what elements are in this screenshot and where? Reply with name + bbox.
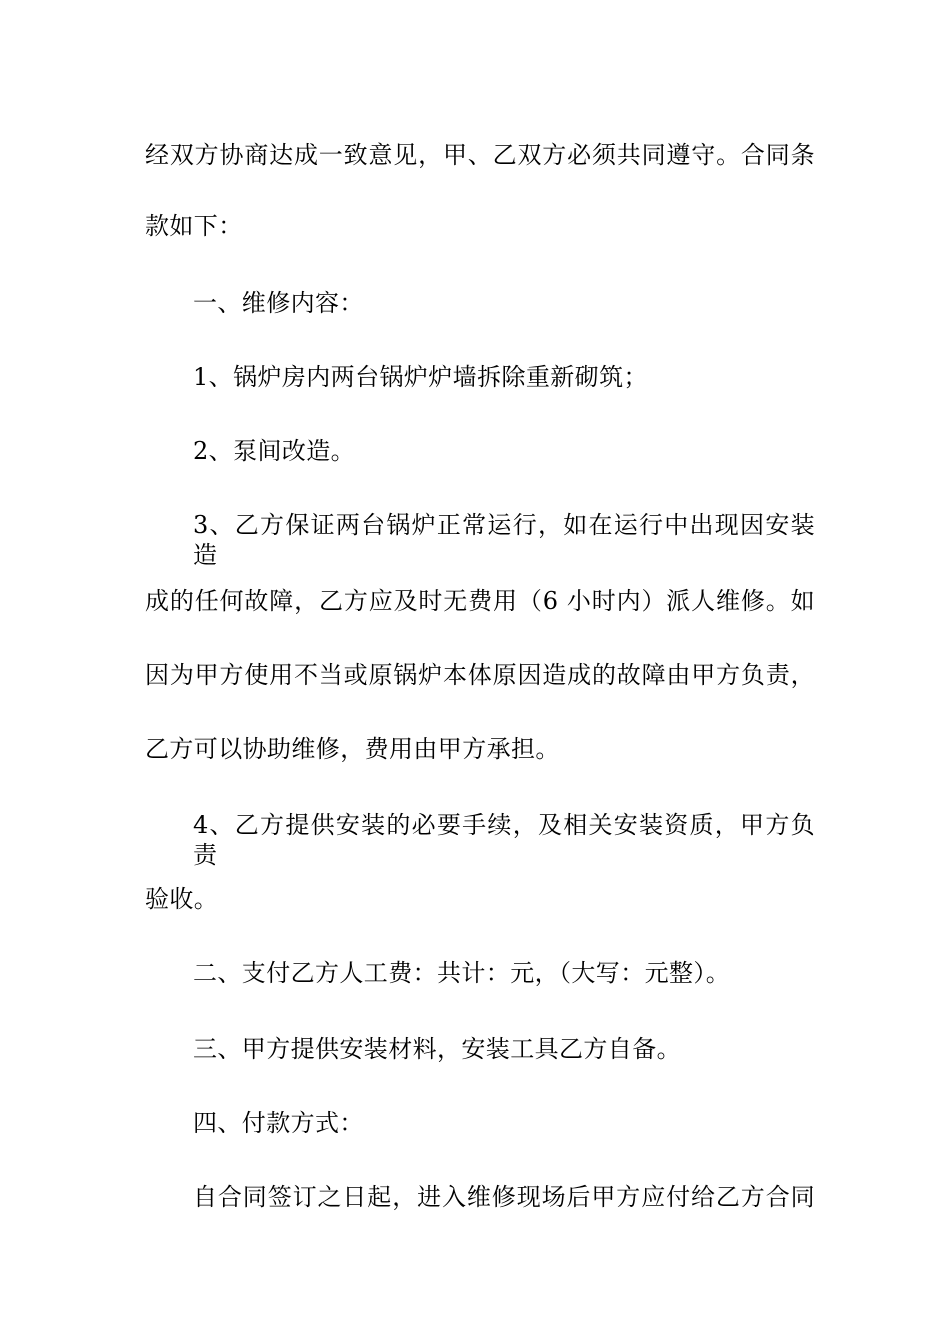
- clause-3-line-4: 乙方可以协助维修，费用由甲方承担。: [145, 735, 560, 763]
- clause-3-line-3: 因为甲方使用不当或原锅炉本体原因造成的故障由甲方负责，: [145, 661, 815, 689]
- section-heading-labor-fee: 二、支付乙方人工费：共计：元，（大写：元整）。: [193, 959, 731, 987]
- clause-3-line-2: 成的任何故障，乙方应及时无费用（6 小时内）派人维修。如: [145, 587, 815, 615]
- clause-1: 1、锅炉房内两台锅炉炉墙拆除重新砌筑；: [193, 363, 648, 391]
- payment-clause-line-1: 自合同签订之日起，进入维修现场后甲方应付给乙方合同: [193, 1183, 815, 1211]
- contract-intro-line-2: 款如下：: [145, 212, 243, 240]
- section-heading-materials: 三、甲方提供安装材料，安装工具乙方自备。: [193, 1035, 681, 1063]
- clause-4-line-2: 验收。: [145, 885, 219, 913]
- clause-4-line-1: 4、乙方提供安装的必要手续，及相关安装资质，甲方负责: [193, 811, 815, 869]
- contract-intro-line-1: 经双方协商达成一致意见，甲、乙双方必须共同遵守。合同条: [145, 141, 815, 169]
- section-heading-maintenance-content: 一、维修内容：: [193, 289, 364, 317]
- clause-3-line-1: 3、乙方保证两台锅炉正常运行，如在运行中出现因安装造: [193, 511, 815, 569]
- clause-2: 2、泵间改造。: [193, 437, 356, 465]
- section-heading-payment-method: 四、付款方式：: [193, 1109, 364, 1137]
